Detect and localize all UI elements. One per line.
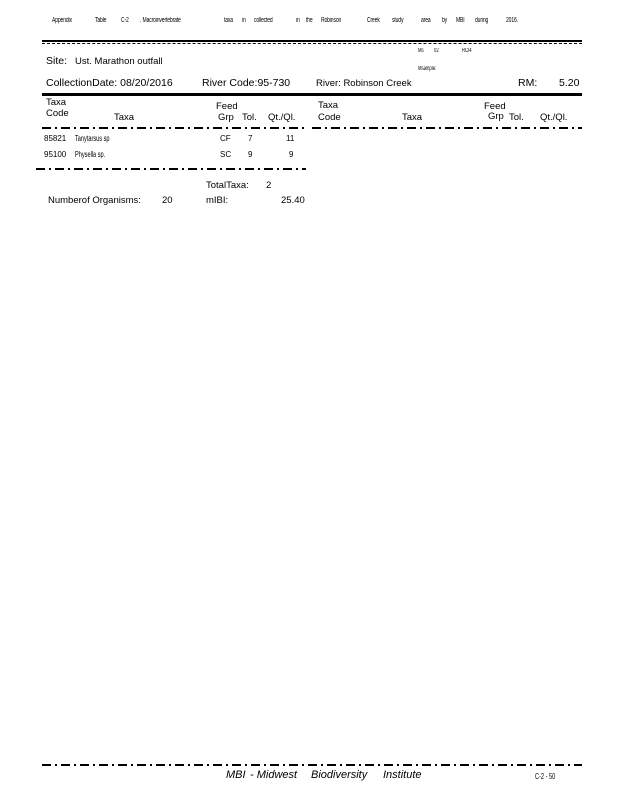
num-organisms-label: Numberof Organisms: xyxy=(48,195,141,206)
col-taxa-code-2: Code xyxy=(46,108,69,119)
row-qt: 11 xyxy=(286,134,295,143)
ms-example: Msample: xyxy=(418,66,437,72)
caption-word: by xyxy=(442,17,448,24)
rm-value: 5.20 xyxy=(559,77,580,89)
caption-word: MBI xyxy=(456,17,465,24)
rm-label: RM: xyxy=(518,77,538,89)
header-rule xyxy=(42,93,582,96)
footer-biodiversity: Biodiversity xyxy=(311,769,368,781)
col-taxa-code-2-right: Code xyxy=(318,112,341,123)
row-tol: 7 xyxy=(248,134,253,143)
col-feed-2-right: Grp xyxy=(488,111,504,122)
col-rule-left xyxy=(42,127,304,129)
footer-institute: Institute xyxy=(383,769,422,781)
caption-word: taxa xyxy=(224,17,233,24)
mibi-label: mIBI: xyxy=(206,195,229,206)
ms-value: 02 xyxy=(434,48,439,54)
row-tol: 9 xyxy=(248,150,253,159)
caption-word: study xyxy=(392,17,404,24)
site-value: Ust. Marathon outfall xyxy=(75,56,163,67)
row-grp: SC xyxy=(220,150,232,159)
rows-rule xyxy=(36,168,306,170)
river-code: River Code:95-730 xyxy=(202,77,291,89)
footer-rule xyxy=(42,764,582,766)
row-code: 95100 xyxy=(44,150,67,159)
col-taxa: Taxa xyxy=(114,112,135,123)
col-rule-right xyxy=(312,127,582,129)
col-feed-1-right: Feed xyxy=(484,101,506,112)
caption-word: the xyxy=(306,17,313,24)
col-taxa-right: Taxa xyxy=(402,112,423,123)
row-taxa: Physella sp. xyxy=(75,150,106,159)
mibi-value: 25.40 xyxy=(281,195,305,206)
collection-date: CollectionDate: 08/20/2016 xyxy=(46,77,173,89)
total-taxa-value: 2 xyxy=(266,180,272,191)
caption-word: area xyxy=(421,17,431,24)
caption-word: Table xyxy=(95,17,107,24)
rci-label: RCI4 xyxy=(462,48,472,54)
top-rule xyxy=(42,40,582,42)
river-name: River: Robinson Creek xyxy=(316,78,412,89)
col-qt-right: Qt./Ql. xyxy=(540,112,568,123)
col-feed-2: Grp xyxy=(218,112,234,123)
col-tol-right: Tol. xyxy=(509,112,524,123)
row-code: 85821 xyxy=(44,134,67,143)
caption-word: Robinson xyxy=(321,17,342,24)
row-taxa: Tanytarsus sp xyxy=(75,134,110,143)
site-label: Site: xyxy=(46,55,68,67)
caption-word: . Macroinvertebrate xyxy=(140,17,181,24)
caption-word: in xyxy=(242,17,246,24)
caption-word: Creek xyxy=(367,17,380,24)
total-taxa-label: TotalTaxa: xyxy=(206,180,249,191)
col-feed-1: Feed xyxy=(216,101,238,112)
caption-word: C-2 xyxy=(121,17,129,24)
footer-page: C-2 - 50 xyxy=(535,772,556,781)
col-taxa-code-1-right: Taxa xyxy=(318,100,339,111)
caption-word: during xyxy=(475,17,489,24)
caption-word: Appendix xyxy=(52,17,72,24)
num-organisms-value: 20 xyxy=(162,195,173,206)
footer-midwest: - Midwest xyxy=(250,769,298,781)
ms-label: Ms xyxy=(418,48,424,54)
caption-word: in xyxy=(296,17,300,24)
row-qt: 9 xyxy=(289,150,294,159)
footer-mbi: MBI xyxy=(226,769,246,781)
top-rule-dash xyxy=(42,43,582,44)
caption-word: collected xyxy=(254,17,273,24)
row-grp: CF xyxy=(220,134,231,143)
col-taxa-code-1: Taxa xyxy=(46,97,67,108)
caption-word: 2016. xyxy=(506,17,518,24)
col-qt: Qt./Ql. xyxy=(268,112,296,123)
col-tol: Tol. xyxy=(242,112,257,123)
